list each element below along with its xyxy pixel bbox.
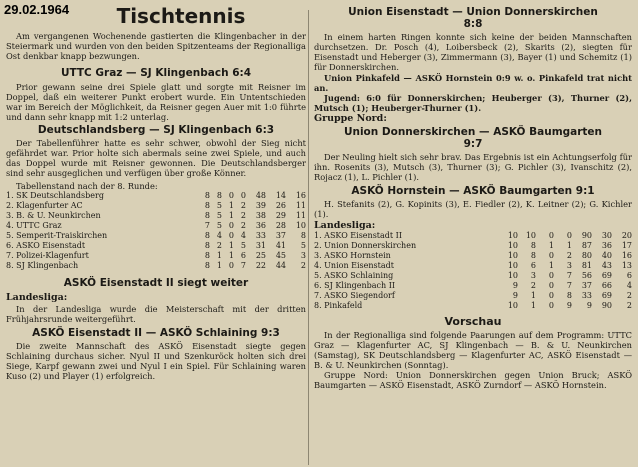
standings-value: 0 (548, 281, 554, 290)
standings-value: 9 (512, 291, 518, 300)
standings-value: 33 (255, 231, 266, 240)
standings-row (314, 231, 632, 241)
result-line-1: Union Pinkafeld — ASKÖ Hornstein 0:9 w. o. Pinkafeld trat nicht an. (314, 73, 632, 93)
standings-row (314, 271, 632, 281)
standings-row (6, 261, 306, 271)
team-name: 8. Pinkafeld (314, 301, 363, 310)
standings-value: 5 (216, 201, 222, 210)
standings-value: 10 (525, 231, 536, 240)
team-name: 4. Union Eisenstadt (314, 261, 394, 270)
standings-value: 66 (601, 281, 612, 290)
standings-value: 44 (275, 261, 286, 270)
standings-value: 69 (601, 291, 612, 300)
standings-value: 3 (566, 261, 572, 270)
standings-value: 2 (216, 241, 222, 250)
standings-value: 13 (621, 261, 632, 270)
standings-value: 16 (621, 251, 632, 260)
standings-value: 1 (216, 261, 222, 270)
team-name: 8. SJ Klingenbach (6, 261, 79, 270)
standings-value: 0 (548, 301, 554, 310)
standings-value: 0 (548, 271, 554, 280)
standings-value: 81 (581, 261, 592, 270)
team-name: 5. ASKÖ Schlaining (314, 271, 394, 280)
standings-value: 56 (581, 271, 592, 280)
standings-value: 8 (566, 291, 572, 300)
standings-value: 31 (255, 241, 266, 250)
standings-value: 8 (204, 201, 210, 210)
standings-value: 37 (275, 231, 286, 240)
team-name: 3. B. & U. Neunkirchen (6, 211, 101, 220)
right-column (314, 0, 632, 390)
team-name: 7. ASKÖ Siegendorf (314, 291, 395, 300)
standings-value: 10 (507, 301, 518, 310)
standings-value: 10 (507, 241, 518, 250)
standings-value: 1 (228, 211, 234, 220)
standings-value: 38 (255, 211, 266, 220)
standings-row (6, 221, 306, 231)
standings-value: 11 (295, 201, 306, 210)
standings-value: 0 (228, 221, 234, 230)
standings-value: 2 (530, 281, 536, 290)
standings-value: 7 (566, 271, 572, 280)
standings-value: 90 (601, 301, 612, 310)
standings-value: 9 (586, 301, 592, 310)
standings-value: 2 (626, 301, 632, 310)
standings-row (6, 191, 306, 201)
match-headline-3: ASKÖ Eisenstadt II — ASKÖ Schlaining 9:3 (32, 327, 280, 339)
standings-value: 6 (626, 271, 632, 280)
match-report-5: Der Neuling hielt sich sehr brav. Das Ergebnis ist ein Achtungserfolg für ihn. Rosenits (3), Mutsch (3), Thurner (3); G. Pichler (3), Ivanschitz (2), Rojacz (1), L. Pichler (1). (314, 152, 632, 182)
standings-value: 0 (548, 231, 554, 240)
standings-value: 2 (240, 211, 246, 220)
standings-value: 8 (204, 191, 210, 200)
landesliga-standings-table (314, 231, 632, 311)
match-headline-2: Deutschlandsberg — SJ Klingenbach 6:3 (37, 124, 275, 136)
team-name: 2. Union Donnerskirchen (314, 241, 417, 250)
standings-value: 4 (216, 231, 222, 240)
standings-row (314, 241, 632, 251)
standings-value: 2 (240, 221, 246, 230)
standings-value: 33 (581, 291, 592, 300)
match-headline-5: Union Donnerskirchen — ASKÖ Baumgarten (343, 126, 603, 138)
standings-value: 1 (228, 251, 234, 260)
standings-value: 25 (255, 251, 266, 260)
standings-value: 0 (228, 231, 234, 240)
standings-value: 3 (300, 251, 306, 260)
standings-value: 8 (204, 241, 210, 250)
standings-value: 2 (240, 201, 246, 210)
standings-value: 7 (204, 221, 210, 230)
left-column (6, 0, 306, 381)
team-name: 6. SJ Klingenbach II (314, 281, 396, 290)
standings-value: 41 (275, 241, 286, 250)
standings-value: 8 (204, 211, 210, 220)
standings-value: 26 (275, 201, 286, 210)
standings-value: 0 (240, 191, 246, 200)
standings-value: 39 (255, 201, 266, 210)
standings-value: 16 (295, 191, 306, 200)
standings-value: 10 (507, 231, 518, 240)
standings-value: 5 (216, 211, 222, 220)
standings-value: 10 (295, 221, 306, 230)
standings-value: 45 (275, 251, 286, 260)
standings-value: 4 (240, 231, 246, 240)
clipping-date: 29.02.1964 (4, 2, 70, 17)
standings-value: 28 (275, 221, 286, 230)
standings-value: 8 (530, 241, 536, 250)
standings-value: 40 (601, 251, 612, 260)
standings-value: 8 (204, 251, 210, 260)
standings-value: 8 (204, 261, 210, 270)
standings-value: 36 (601, 241, 612, 250)
standings-value: 8 (216, 191, 222, 200)
standings-value: 37 (581, 281, 592, 290)
standings-value: 2 (566, 251, 572, 260)
standings-value: 80 (581, 251, 592, 260)
standings-value: 43 (601, 261, 612, 270)
standings-value: 20 (621, 231, 632, 240)
standings-value: 0 (566, 231, 572, 240)
standings-value: 8 (530, 251, 536, 260)
standings-value: 9 (566, 301, 572, 310)
standings-value: 3 (530, 271, 536, 280)
match-headline-6: ASKÖ Hornstein — ASKÖ Baumgarten 9:1 (351, 185, 595, 197)
standings-value: 5 (240, 241, 246, 250)
standings-value: 0 (548, 251, 554, 260)
preview-headline: Vorschau (444, 315, 502, 328)
standings-value: 10 (507, 261, 518, 270)
standings-value: 11 (295, 211, 306, 220)
standings-value: 90 (581, 231, 592, 240)
standings-value: 1 (566, 241, 572, 250)
standings-value: 5 (300, 241, 306, 250)
standings-value: 29 (275, 211, 286, 220)
standings-value: 6 (240, 251, 246, 260)
standings-row (6, 251, 306, 261)
standings-value: 5 (216, 221, 222, 230)
standings-value: 4 (626, 281, 632, 290)
match-score-5: 9:7 (463, 138, 483, 150)
standings-value: 1 (216, 251, 222, 260)
section-headline: ASKÖ Eisenstadt II siegt weiter (63, 277, 249, 289)
standings-value: 7 (240, 261, 246, 270)
standings-row (6, 201, 306, 211)
standings-value: 48 (255, 191, 266, 200)
standings-value: 14 (275, 191, 286, 200)
team-name: 1. ASKÖ Eisenstadt II (314, 231, 402, 240)
table-caption: Tabellenstand nach der 8. Runde: (16, 181, 158, 191)
team-name: 3. ASKÖ Hornstein (314, 251, 391, 260)
match-score-4: 8:8 (463, 18, 483, 30)
standings-value: 9 (512, 281, 518, 290)
team-name: 2. Klagenfurter AC (6, 201, 83, 210)
standings-value: 7 (566, 281, 572, 290)
standings-value: 17 (621, 241, 632, 250)
standings-value: 1 (548, 261, 554, 270)
standings-value: 22 (255, 261, 266, 270)
standings-value: 1 (228, 201, 234, 210)
standings-value: 36 (255, 221, 266, 230)
standings-value: 0 (548, 291, 554, 300)
team-name: 7. Polizei-Klagenfurt (6, 251, 89, 260)
regionalliga-standings-table (6, 191, 306, 271)
team-name: 1. SK Deutschlandsberg (6, 191, 104, 200)
standings-value: 1 (548, 241, 554, 250)
standings-row (314, 301, 632, 311)
standings-value: 10 (507, 251, 518, 260)
subheading-landesliga: Landesliga: (314, 220, 376, 231)
subheading-landesliga: Landesliga: (6, 292, 68, 303)
match-report-4: In einem harten Ringen konnte sich keine der beiden Mannschaften durchsetzen. Dr. Posch (4), Loibersbeck (2), Skarits (2), siegten für Eisenstadt und Heberger (3), Zimmermann (3), Bayer (1) und Schemitz (1) für Donnerskirchen. (314, 32, 632, 72)
team-name: 4. UTTC Graz (6, 221, 62, 230)
standings-value: 6 (530, 261, 536, 270)
match-headline-4: Union Eisenstadt — Union Donnerskirchen (348, 6, 598, 18)
team-name: 5. Semperit-Traiskirchen (6, 231, 108, 240)
standings-value: 0 (228, 261, 234, 270)
standings-value: 69 (601, 271, 612, 280)
match-report-3: Die zweite Mannschaft des ASKÖ Eisenstadt siegte gegen Schlaining durchaus sicher. Nyul II und Szenkuröck holten sich drei Siege, Karpf gewann zwei und Nyul I ein Spiel. Für Schlaining waren Kuso (2) und Player (1) erfolgreich. (6, 341, 306, 381)
subheading-gruppe-nord: Gruppe Nord: (314, 113, 387, 124)
standings-value: 87 (581, 241, 592, 250)
match-report-1: Prior gewann seine drei Spiele glatt und sorgte mit Reisner im Doppel, daß ein weiterer Punkt erobert wurde. Ein Untentschieden war im Bereich der Möglichkeit, da Reisner gegen Auer mit 1:0 führte und dann sehr knapp mit 1:2 unterlag. (6, 82, 306, 122)
standings-value: 1 (530, 291, 536, 300)
preview-paragraph-nord: Gruppe Nord: Union Donnerskirchen gegen Union Bruck; ASKÖ Baumgarten — ASKÖ Eisenstadt, ASKÖ Zurndorf — ASKÖ Hornstein. (314, 370, 632, 390)
standings-value: 8 (300, 231, 306, 240)
standings-row (6, 211, 306, 221)
standings-value: 10 (507, 271, 518, 280)
team-name: 6. ASKÖ Eisenstadt (6, 241, 86, 250)
standings-row (314, 291, 632, 301)
intro-paragraph: Am vergangenen Wochenende gastierten die Klingenbacher in der Steiermark und wurden von den beiden Spitzenteams der Regionalliga Ost denkbar knapp bezwungen. (6, 31, 306, 61)
article-title: Tischtennis (116, 4, 246, 28)
preview-paragraph: In der Regionalliga sind folgende Paarungen auf dem Programm: UTTC Graz — Klagenfurter AC, SJ Klingenbach — B. & U. Neunkirchen (Samstag), SK Deutschlandsberg — Klagenfurter AC, ASKÖ Eisenstadt — B. & U. Neunkirchen (Sonntag). (314, 330, 632, 370)
standings-row (314, 261, 632, 271)
result-line-2: Jugend: 6:0 für Donnerskirchen; Heuberger (3), Thurner (2), Mutsch (1); Heuberger-Thurner (1). (314, 93, 632, 113)
landesliga-paragraph: In der Landesliga wurde die Meisterschaft mit der dritten Frühjahrsrunde weitergeführt. (6, 304, 306, 324)
match-headline-1: UTTC Graz — SJ Klingenbach 6:4 (60, 67, 252, 79)
match-report-6: H. Stefanits (2), G. Kopinits (3), E. Fiedler (2), K. Leitner (2); G. Kichler (1). (314, 199, 632, 219)
column-divider (308, 10, 309, 465)
standings-value: 1 (530, 301, 536, 310)
standings-row (314, 281, 632, 291)
standings-row (314, 251, 632, 261)
standings-row (6, 231, 306, 241)
standings-value: 1 (228, 241, 234, 250)
standings-value: 2 (300, 261, 306, 270)
standings-value: 30 (601, 231, 612, 240)
standings-value: 2 (626, 291, 632, 300)
standings-row (6, 241, 306, 251)
match-report-2: Der Tabellenführer hatte es sehr schwer, obwohl der Sieg nicht gefährdet war. Prior holte sich abermals seine zwei Spiele, und auch das Doppel wurde mit Reisner gewonnen. Die Deutschlandsberger sind sehr ausgeglichen und verfügen über große Könner. (6, 138, 306, 178)
standings-value: 0 (228, 191, 234, 200)
standings-value: 8 (204, 231, 210, 240)
